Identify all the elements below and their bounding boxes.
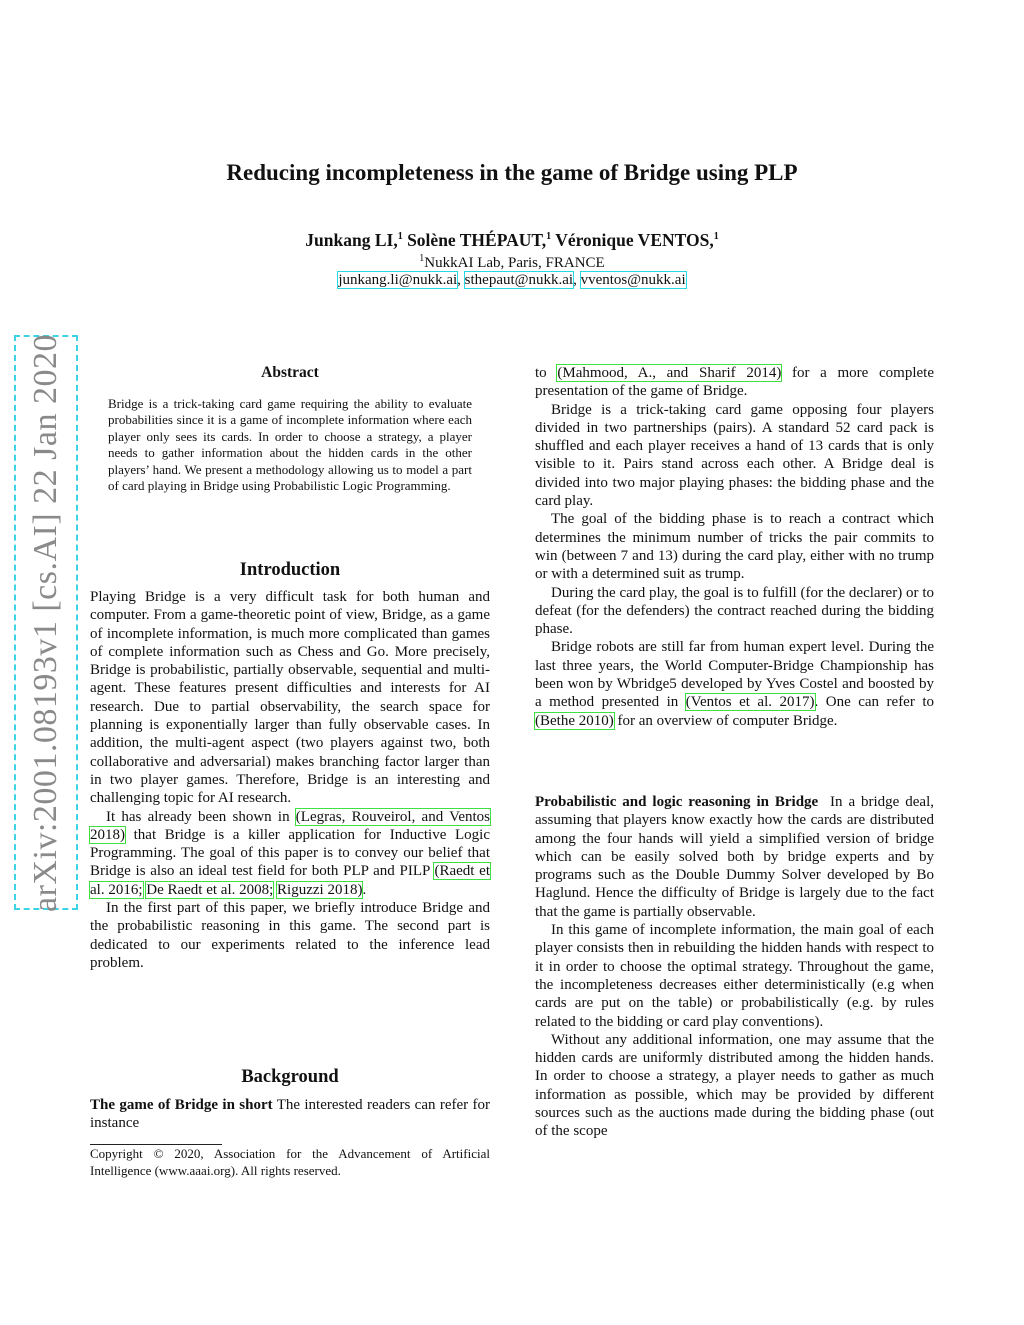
email-link[interactable]: vventos@nukk.ai: [580, 272, 686, 288]
text-run: It has already been shown in: [106, 808, 296, 825]
author-name: Junkang LI,: [305, 230, 398, 250]
citation-link[interactable]: (Bethe 2010): [535, 712, 614, 729]
affiliation-marker: 1: [419, 253, 425, 264]
subsection-heading: Probabilistic and logic reasoning in Bridge: [535, 794, 819, 810]
body-paragraph: The goal of the bidding phase is to reach a contract which determines the minimum number of tricks the pair commits to win (between 7 and 13) during the card play, either with no trump or with a determined suit as trump.: [535, 511, 934, 583]
author-name: Solène THÉPAUT,: [407, 230, 547, 250]
affiliation-marker: 1: [713, 231, 719, 243]
citation-link[interactable]: (Mahmood, A., and Sharif 2014): [557, 365, 782, 381]
paper-title: Reducing incompleteness in the game of Bridge using PLP: [226, 160, 798, 185]
body-paragraph: [535, 793, 934, 921]
intro-paragraph: In the first part of this paper, we briefly introduce Bridge and the probabilistic reasoning in this game. The second part is dedicated to our experiments related to the inference lead problem.: [90, 900, 490, 971]
affiliation-marker: 1: [546, 231, 552, 243]
body-paragraph: Without any additional information, one may assume that the hidden cards are uniformly distributed among the hidden hands. In order to choose a strategy, a player needs to gather as much information as possible, which may be provided by different sources such as the auctions made during the bidding phase (out of the scope: [535, 1031, 934, 1140]
right-column-body-2: [535, 793, 934, 1141]
arxiv-stamp[interactable]: [14, 335, 78, 910]
background-paragraph: [90, 1096, 490, 1133]
footnote-rule: [90, 1144, 222, 1145]
body-paragraph: During the card play, the goal is to fulfill (for the declarer) or to defeat (for the defenders) the contract reached during the bidding phase.: [535, 584, 934, 638]
affiliation: [0, 253, 1024, 272]
email-link[interactable]: junkang.li@nukk.ai: [338, 272, 458, 288]
intro-paragraph: [90, 808, 490, 899]
intro-heading: Introduction: [239, 560, 341, 580]
subsection-heading: The game of Bridge in short: [90, 1097, 273, 1113]
text-run: Bridge robots are still far from human expert level. During the last three years, the World Computer-Bridge Championship has been won by Wbridge5 developed by Yves Costel and boosted by a method presented in: [535, 639, 934, 711]
left-column-body: [90, 588, 490, 972]
email-separator: ,: [457, 272, 465, 288]
text-run: for an overview of computer Bridge.: [613, 712, 838, 729]
author-name: Véronique VENTOS,: [555, 230, 714, 250]
text-run: .: [362, 881, 367, 898]
email-link[interactable]: sthepaut@nukk.ai: [464, 272, 574, 288]
body-paragraph: In this game of incomplete information, the main goal of each player consists then in rebuilding the hidden hands with respect to it in order to choose the optimal strategy. Throughout the game, the incompleteness decreases either deterministically (e.g when cards are put on the table) or probabilistically (e.g. by rules related to the bidding or card play conventions).: [535, 922, 934, 1030]
affiliation-marker: 1: [397, 231, 403, 243]
arxiv-stamp-text: arXiv:2001.08193v1 [cs.AI] 22 Jan 2020: [27, 333, 64, 912]
background-heading: Background: [241, 1067, 339, 1087]
citation-link[interactable]: De Raedt et al. 2008;: [146, 881, 274, 898]
text-run: that Bridge is a killer application for Inductive Logic Programming. The goal of this paper is to convey our belief that Bridge is also an ideal test field for both PLP and PILP: [90, 826, 490, 880]
citation-link[interactable]: (Legras, Rouveirol, and Ventos 2018): [90, 808, 490, 843]
abstract-heading: Abstract: [261, 364, 319, 381]
author-list: [0, 230, 1024, 251]
body-paragraph: Bridge is a trick-taking card game opposing four players divided in two partnerships (pairs). A standard 52 card pack is shuffled and each player receives a hand of 13 cards that is only visible to it. Pairs stand across each other. A Bridge deal is divided into two major playing phases: the bidding phase and the card play.: [535, 401, 934, 510]
right-column-body: [535, 364, 934, 730]
text-run: In a bridge deal, assuming that players know exactly how the cards are distributed among the four hands will yield a simplified version of bridge which can be easily solved both by bridge experts and by programs such as the Double Dummy Solver developed by Bo Haglund. Hence the difficulty of Bridge is largely due to the fact that the game is partially observable.: [535, 794, 934, 920]
intro-paragraph: Playing Bridge is a very difficult task for both human and computer. From a game-theoretic point of view, Bridge, as a game of incomplete information, is much more complicated than games of complete information such as Chess and Go. More precisely, Bridge is probabilistic, partially observable, sequential and multi-agent. These features present difficulties and interests for AI research. Due to partial observability, the search space for planning is exponentially larger than fully observable cases. In addition, the multi-agent aspect (two players against two, both collaborative and adversarial) makes branching factor larger than in two player games. Therefore, Bridge is an interesting and challenging topic for AI research.: [90, 589, 490, 807]
email-separator: ,: [573, 272, 581, 288]
body-paragraph: [535, 638, 934, 729]
text-run: The interested readers can refer for instance: [90, 1097, 490, 1132]
citation-link[interactable]: (Ventos et al. 2017): [685, 694, 815, 711]
text-run: for a more complete presentation of the game of Bridge.: [535, 365, 934, 400]
copyright-notice: Copyright © 2020, Association for the Advancement of Artificial Intelligence (www.aaai.org). All rights reserved.: [90, 1146, 490, 1178]
text-run: . One can refer to: [814, 694, 935, 711]
text-run: to: [535, 365, 558, 381]
affiliation-text: NukkAI Lab, Paris, FRANCE: [424, 255, 605, 271]
abstract-text: Bridge is a trick-taking card game requiring the ability to evaluate probabilities since it is a game of incomplete information where each player only sees its cards. In order to choose a strategy, a player needs to gather information about the hidden cards in the other players’ hand. We present a methodology allowing us to model a part of card playing in Bridge using Probabilistic Logic Programming.: [108, 396, 472, 494]
citation-link[interactable]: (Raedt et al. 2016;: [90, 863, 490, 898]
email-list: [0, 272, 1024, 289]
citation-link[interactable]: Riguzzi 2018): [277, 881, 363, 898]
body-paragraph: [535, 364, 934, 401]
